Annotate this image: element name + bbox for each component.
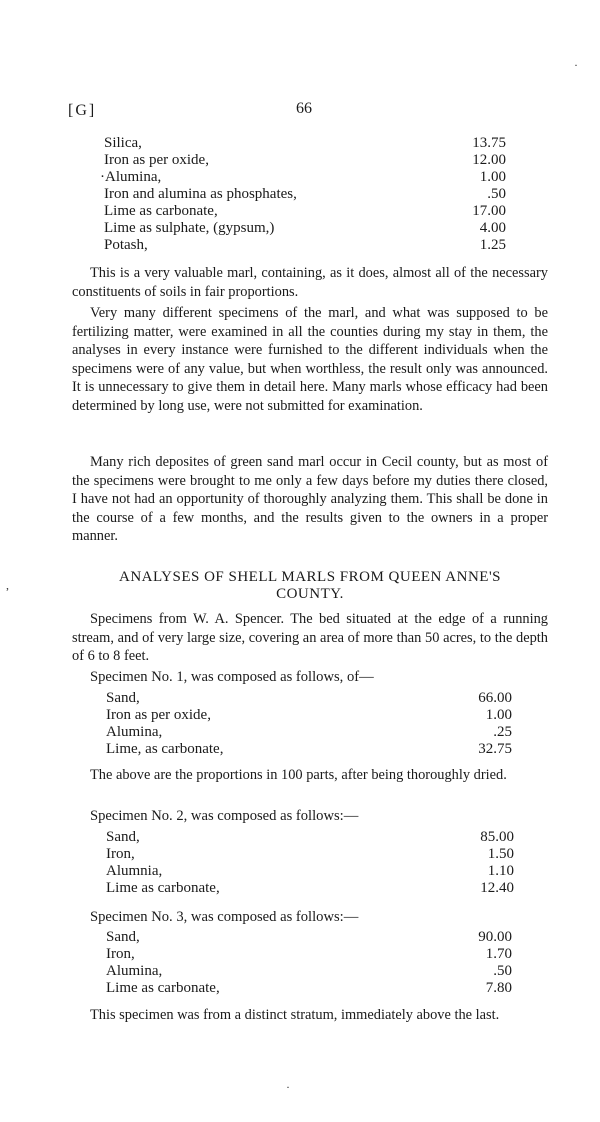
specimen-intro: Specimen No. 3, was composed as follows:—	[90, 909, 359, 925]
signature-mark: [G]	[68, 102, 97, 119]
paragraph: Many rich deposites of green sand marl occur in Cecil county, but as most of the specimens were brought to me only a few days before my duties there closed, I have not had an opportunity of thoroughly analyzing them. This shall be done in the course of a few months, and the results given to the owners in a proper manner.	[72, 454, 548, 544]
table-row: Alumina, .50	[106, 963, 512, 979]
specimen-intro: Specimen No. 1, was composed as follows, of—	[90, 669, 374, 685]
table-row: Lime as carbonate, 17.00	[104, 203, 506, 219]
table-row: Silica, 13.75	[104, 135, 506, 151]
specimen-table	[0, 690, 600, 758]
table-row: Lime as carbonate, 12.40	[106, 880, 514, 896]
speck-mark: ·	[574, 58, 578, 72]
composition-table	[0, 135, 600, 254]
section-heading: ANALYSES OF SHELL MARLS FROM QUEEN ANNE'S COUNTY.	[118, 569, 502, 602]
specimen-intro: Specimen No. 2, was composed as follows:—	[90, 808, 359, 824]
page-header	[68, 100, 548, 122]
table-row: Lime as sulphate, (gypsum,) 4.00	[104, 220, 506, 236]
speck-mark: ,	[6, 578, 9, 592]
table-row: Sand, 66.00	[106, 690, 512, 706]
table-row: Potash, 1.25	[104, 237, 506, 253]
specimen-table	[0, 929, 600, 997]
table-row: Iron, 1.50	[106, 846, 514, 862]
table-row: Lime as carbonate, 7.80	[106, 980, 512, 996]
speck-mark: ·	[286, 1080, 290, 1094]
table-row: Alumina, .25	[106, 724, 512, 740]
table-row: ·Alumina, 1.00	[100, 169, 506, 185]
page-number: 66	[296, 100, 312, 117]
specimen-table	[0, 829, 600, 897]
table-row: Sand, 85.00	[106, 829, 514, 845]
paragraph: Specimens from W. A. Spencer. The bed situated at the edge of a running stream, and of very large size, covering an area of more than 50 acres, to the depth of 6 to 8 feet.	[72, 611, 548, 664]
paragraph: Very many different specimens of the marl, and what was supposed to be fertilizing matter, were examined in all the counties during my stay in them, the analyses in every instance were furnished to the different individuals when the specimens were of any value, but when worthless, the result only was announced. It is unnecessary to give them in detail here. Many marls whose efficacy had been determined by long use, were not submitted for examination.	[72, 305, 548, 414]
paragraph: The above are the proportions in 100 parts, after being thoroughly dried.	[90, 767, 507, 783]
table-row: Iron as per oxide, 12.00	[104, 152, 506, 168]
table-row: Alumnia, 1.10	[106, 863, 514, 879]
paragraph: This specimen was from a distinct stratum, immediately above the last.	[90, 1007, 500, 1023]
table-row: Lime, as carbonate, 32.75	[106, 741, 512, 757]
table-row: Sand, 90.00	[106, 929, 512, 945]
table-row: Iron and alumina as phosphates, .50	[104, 186, 506, 202]
table-row: Iron as per oxide, 1.00	[106, 707, 512, 723]
paragraph: This is a very valuable marl, containing, as it does, almost all of the necessary constituents of soils in fair proportions.	[72, 265, 548, 300]
table-row: Iron, 1.70	[106, 946, 512, 962]
